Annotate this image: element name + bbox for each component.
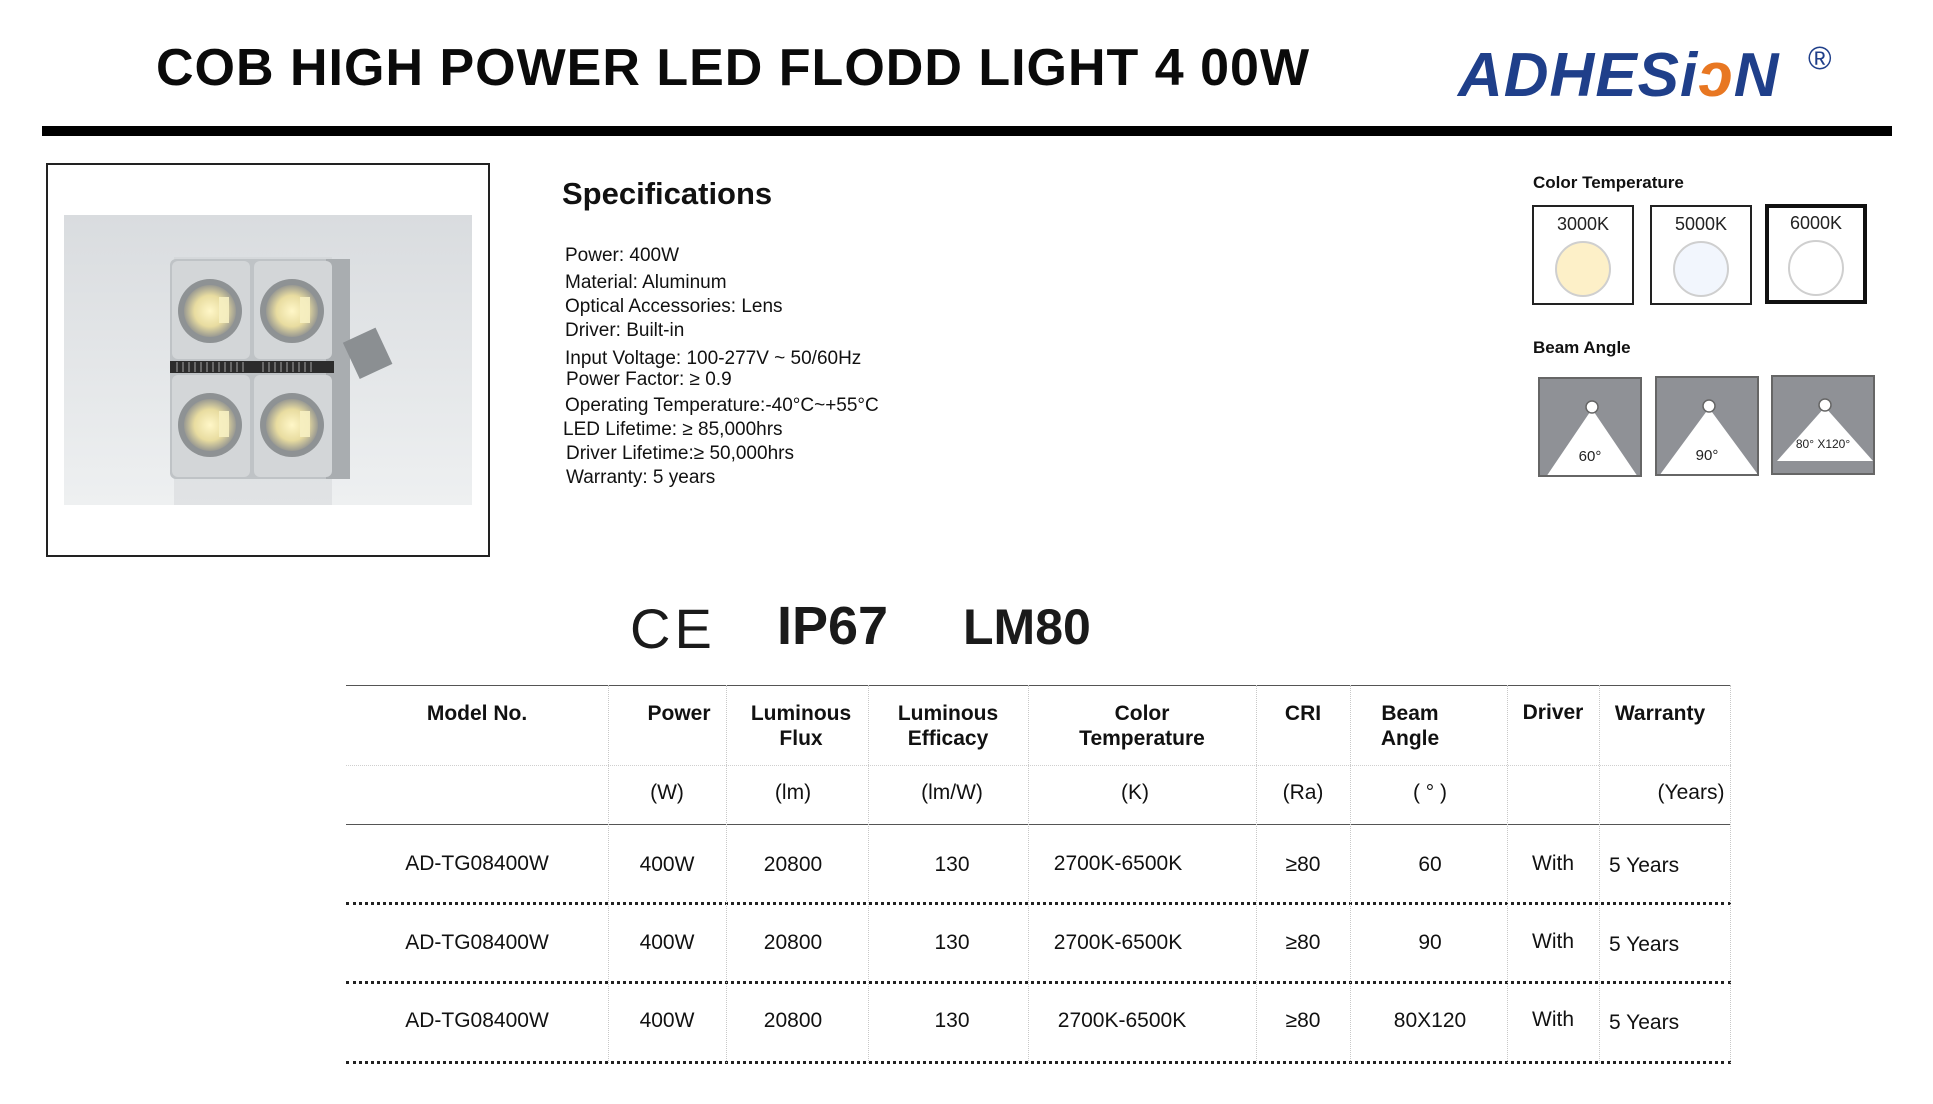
cell-model: AD-TG08400W: [405, 931, 549, 954]
header-text: Power: [647, 702, 711, 725]
cell-cri: ≥80: [1285, 853, 1321, 876]
table-top-rule: [346, 685, 1731, 686]
header-divider: [42, 126, 1892, 136]
col-header-cri: [1256, 701, 1350, 726]
header-text: Driver: [1522, 701, 1584, 724]
header-text: Efficacy: [907, 727, 989, 750]
header-text: Angle: [1380, 727, 1440, 750]
cell-flux: 20800: [763, 1009, 823, 1032]
ce-mark: CE: [630, 597, 716, 660]
spec-driver: Driver: Built-in: [565, 320, 685, 341]
cell-beam: 80X120: [1393, 1009, 1467, 1032]
beam-angle-option-90[interactable]: [1655, 376, 1759, 476]
color-temp-label: 3000K: [1556, 214, 1610, 234]
header-text: Color: [1114, 702, 1170, 725]
col-header-warranty: [1599, 701, 1721, 726]
unit-color-temp: (K): [1121, 781, 1149, 804]
table-header-divider: [346, 765, 1731, 766]
color-swatch-icon: [1673, 241, 1729, 297]
unit-cri: (Ra): [1282, 781, 1324, 804]
color-temp-option-3000k[interactable]: [1532, 205, 1634, 305]
lm80-mark: LM80: [963, 599, 1091, 655]
unit-flux: (lm): [774, 781, 812, 804]
cell-model: AD-TG08400W: [405, 1009, 549, 1032]
cell-power: 400W: [639, 853, 695, 876]
spec-power: Power: 400W: [565, 245, 680, 266]
specifications-title: Specifications: [562, 176, 773, 211]
color-temp-option-5000k[interactable]: [1650, 205, 1752, 305]
registered-mark: ®: [1808, 40, 1832, 76]
cell-model: AD-TG08400W: [405, 852, 549, 875]
spec-material: Material: Aluminum: [565, 272, 727, 293]
unit-efficacy: (lm/W): [921, 781, 983, 804]
cell-driver: With: [1532, 930, 1574, 953]
column-divider: [1730, 685, 1731, 1063]
beam-angle-value: 80° X120°: [1795, 437, 1851, 451]
table-header-rule: [346, 824, 1731, 825]
cell-driver: With: [1532, 852, 1574, 875]
table-row-divider: [346, 902, 1731, 905]
col-header-color-temp: [1028, 701, 1256, 751]
table-row-divider: [346, 981, 1731, 984]
header-text: Luminous: [750, 702, 852, 725]
col-header-model: [346, 701, 608, 726]
unit-power: (W): [650, 781, 684, 804]
cell-warranty: 5 Years: [1609, 1011, 1680, 1034]
cell-power: 400W: [639, 931, 695, 954]
col-header-flux: [726, 701, 876, 751]
spec-warranty: Warranty: 5 years: [566, 467, 716, 488]
spec-led-lifetime: LED Lifetime: ≥ 85,000hrs: [563, 419, 783, 440]
color-temp-label: 5000K: [1674, 214, 1728, 234]
header-text: Luminous: [897, 702, 999, 725]
cell-cri: ≥80: [1285, 931, 1321, 954]
brand-text-3: N: [1733, 41, 1780, 110]
table-bottom-rule: [346, 1061, 1731, 1064]
color-swatch-icon: [1788, 240, 1844, 296]
column-divider: [1599, 685, 1600, 1063]
spec-power-factor: Power Factor: ≥ 0.9: [566, 369, 732, 390]
brand-text-1: ADHESi: [1458, 41, 1699, 110]
header-text: Warranty: [1614, 702, 1706, 725]
col-header-driver: [1507, 700, 1599, 725]
color-swatch-icon: [1555, 241, 1611, 297]
cell-color-temp: 2700K-6500K: [1057, 1009, 1187, 1032]
header-text: Temperature: [1079, 727, 1205, 750]
beam-angle-option-80x120[interactable]: [1771, 375, 1875, 475]
unit-beam: ( ° ): [1412, 781, 1448, 804]
cell-driver: With: [1532, 1008, 1574, 1031]
beam-angle-value: 60°: [1578, 448, 1602, 465]
spec-driver-lifetime: Driver Lifetime:≥ 50,000hrs: [566, 443, 794, 464]
cell-flux: 20800: [763, 853, 823, 876]
header-text: Beam: [1381, 702, 1439, 725]
cell-warranty: 5 Years: [1609, 854, 1680, 877]
beam-angle-value: 90°: [1695, 447, 1719, 464]
cell-color-temp: 2700K-6500K: [1053, 852, 1183, 875]
cell-beam: 60: [1418, 853, 1442, 876]
spec-input-voltage: Input Voltage: 100-277V ~ 50/60Hz: [565, 348, 862, 369]
product-photo: [64, 215, 472, 505]
cell-color-temp: 2700K-6500K: [1053, 931, 1183, 954]
unit-warranty: (Years): [1657, 781, 1725, 804]
spec-operating-temp: Operating Temperature:-40°C~+55°C: [565, 395, 879, 416]
cell-warranty: 5 Years: [1609, 933, 1680, 956]
page-title: COB HIGH POWER LED FLODD LIGHT 4 00W: [156, 39, 1311, 97]
header-text: CRI: [1284, 702, 1322, 725]
cell-efficacy: 130: [934, 853, 970, 876]
cell-cri: ≥80: [1285, 1009, 1321, 1032]
spec-table: [346, 685, 1731, 1067]
cell-beam: 90: [1418, 931, 1442, 954]
beam-angle-option-60[interactable]: [1538, 377, 1642, 477]
beam-cone-icon: [1773, 377, 1875, 475]
cell-flux: 20800: [763, 931, 823, 954]
col-header-efficacy: [868, 701, 1028, 751]
brand-logo: [1458, 40, 1780, 111]
color-temp-label: 6000K: [1789, 213, 1843, 233]
color-temp-option-6000k[interactable]: [1765, 204, 1867, 304]
cell-efficacy: 130: [934, 931, 970, 954]
beam-angle-label: Beam Angle: [1533, 338, 1631, 357]
spec-optical: Optical Accessories: Lens: [565, 296, 783, 317]
header-text: Flux: [779, 727, 823, 750]
brand-text-2: ɔ: [1698, 41, 1734, 110]
ip67-mark: IP67: [777, 596, 889, 656]
cell-efficacy: 130: [934, 1009, 970, 1032]
cell-power: 400W: [639, 1009, 695, 1032]
color-temperature-label: Color Temperature: [1533, 173, 1684, 192]
col-header-beam: [1350, 701, 1470, 751]
header-text: Model No.: [426, 702, 528, 725]
